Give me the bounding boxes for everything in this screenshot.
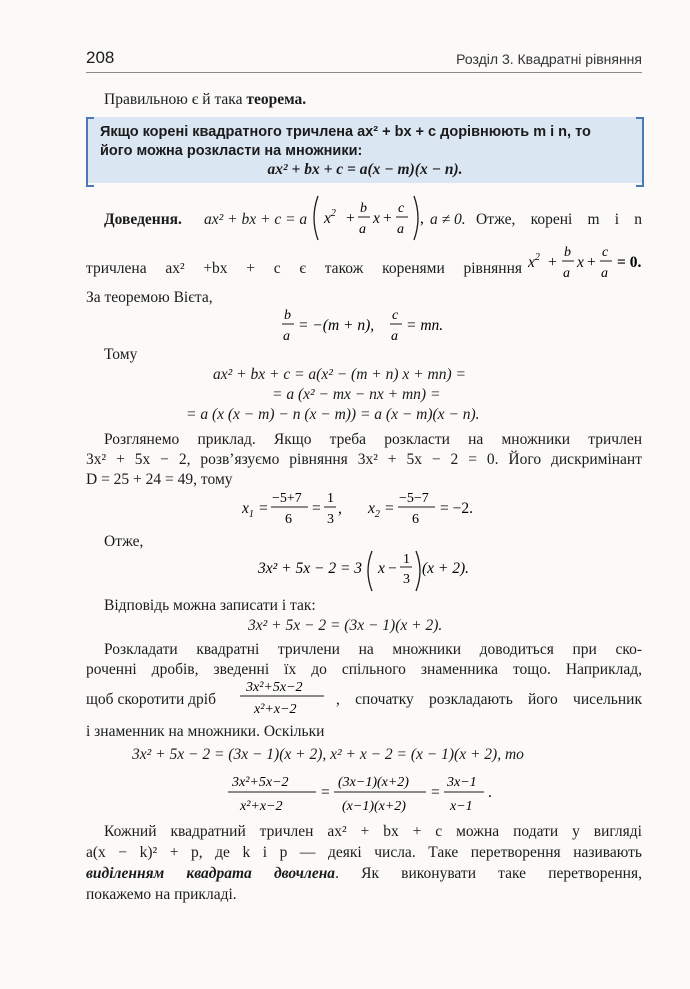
proof-lhs: ax² + bx + c = a	[204, 211, 308, 228]
svg-text:=: =	[321, 784, 330, 801]
chain-line-3: = a (x (x − m) − n (x − m)) = a (x − m)(x − n).	[186, 406, 480, 423]
term-bold-italic: виділенням квадрата двочлена	[86, 865, 336, 882]
svg-text:c: c	[398, 201, 405, 216]
svg-text:b: b	[360, 201, 367, 216]
svg-text:a: a	[359, 222, 366, 237]
tomu-label: Тому	[104, 346, 138, 363]
theorem-line-1: Якщо корені квадратного тричлена ax² + bx + c дорівнюють m і n, то	[100, 124, 591, 140]
proof-tail: Отже, корені m і n	[476, 211, 642, 228]
closing-line-1: Кожний квадратний тричлен ax² + bx + c можна подати у вигляді	[104, 823, 642, 840]
svg-text:1: 1	[403, 552, 410, 567]
big-frac-den-mid: (x−1)(x+2)	[342, 799, 406, 814]
svg-text:x: x	[373, 210, 380, 227]
svg-text:3: 3	[403, 572, 410, 587]
svg-text:+: +	[383, 210, 392, 227]
intro-line	[104, 90, 306, 109]
svg-text:=: =	[385, 500, 394, 517]
svg-text:x: x	[378, 560, 385, 577]
chain-line-1: ax² + bx + c = a(x² − (m + n) x + mn) =	[213, 366, 466, 383]
svg-text:x2: $x^2$	[324, 208, 336, 227]
proof-line-2: тричлена ax² +bx + c є також коренями рівняння	[86, 260, 522, 277]
theorem-line-2: його можна розкласти на множники:	[100, 143, 363, 159]
svg-text:b: b	[564, 245, 571, 260]
fractions-line-3a: щоб скоротити дріб	[86, 691, 216, 708]
fraction-denominator: x²+x−2	[254, 702, 297, 717]
proof-cond: a ≠ 0.	[430, 211, 466, 228]
closing-line-4: покажемо на прикладі.	[86, 886, 237, 903]
fractions-line-2: роченні дробів, зведенні їх до спільного знаменника тощо. Наприклад,	[86, 661, 642, 678]
page-number: 208	[86, 48, 115, 67]
svg-text:c: c	[602, 245, 609, 260]
svg-text:b: b	[284, 308, 291, 323]
svg-text:a: a	[391, 329, 398, 344]
proof-bracket-expr	[310, 192, 430, 244]
fractions-line-1: Розкладати квадратні тричлени на множники доводиться при ско-	[104, 641, 642, 658]
example-line-3: D = 25 + 24 = 49, тому	[86, 471, 233, 488]
x1-numerator: −5+7	[272, 491, 302, 506]
svg-text:+: +	[548, 254, 557, 271]
svg-text:x: x	[577, 254, 584, 271]
fractions-line-4: і знаменник на множники. Оскільки	[86, 723, 325, 740]
answer-formula: 3x² + 5x − 2 = (3x − 1)(x + 2).	[248, 617, 443, 634]
vieta-intro: За теоремою Вієта,	[86, 289, 213, 306]
big-frac-num-mid: (3x−1)(x+2)	[338, 775, 409, 790]
svg-text:a: a	[283, 329, 290, 344]
proof-line-1	[104, 210, 182, 229]
chain-line-2: = a (x² − mx − nx + mn) =	[272, 386, 441, 403]
factor-lhs: 3x² + 5x − 2 = 3	[258, 560, 363, 577]
fraction-inline	[236, 674, 332, 722]
svg-text:=: =	[431, 784, 440, 801]
otzhe-label: Отже,	[104, 533, 144, 550]
proof-equation	[528, 243, 648, 289]
svg-text:+: +	[346, 210, 355, 227]
svg-text:= 0.: = 0.	[617, 254, 642, 271]
closing-line-3-rest: . Як виконувати таке перетворення,	[335, 865, 642, 882]
svg-text:c: c	[392, 308, 399, 323]
big-frac-den-left: x²+x−2	[240, 799, 283, 814]
closing-line-2: a(x − k)² + p, де k і p — деякі числа. Таке перетворення називають	[86, 844, 642, 861]
svg-text:−: −	[388, 560, 397, 577]
svg-text:x2: $x^2$	[528, 252, 540, 271]
svg-text:+: +	[587, 254, 596, 271]
x1-denominator: 6	[285, 512, 292, 527]
example-line-1: Розглянемо приклад. Якщо треба розкласти на множники тричлен	[104, 431, 642, 448]
svg-text:,: ,	[338, 500, 342, 517]
svg-text:(x + 2).: (x + 2).	[422, 560, 470, 577]
vieta-part-2: = mn.	[406, 317, 444, 334]
svg-text:.: .	[488, 784, 492, 801]
svg-text:a: a	[397, 222, 404, 237]
theorem-word: теорема.	[246, 91, 307, 108]
fraction-numerator: 3x²+5x−2	[246, 680, 303, 695]
svg-text:,: ,	[420, 210, 424, 227]
x2-numerator: −5−7	[399, 491, 429, 506]
big-frac-den-right: x−1	[450, 799, 473, 814]
since-line: 3x² + 5x − 2 = (3x − 1)(x + 2), x² + x − 2 = (x − 1)(x + 2), то	[132, 746, 524, 763]
svg-text:x2: $x_2$	[368, 500, 380, 520]
fractions-line-3b: , спочатку розкладають його чисельник	[336, 691, 642, 708]
theorem-formula: ax² + bx + c = a(x − m)(x − n).	[267, 161, 463, 178]
roots-formula	[242, 486, 502, 532]
svg-text:a: a	[563, 266, 570, 281]
svg-text:a: a	[601, 266, 608, 281]
intro-text: Правильною є й така	[104, 91, 247, 108]
theorem-text	[100, 123, 628, 161]
theorem-box	[86, 117, 644, 183]
svg-text:=: =	[259, 500, 268, 517]
answer-intro: Відповідь можна записати і так:	[104, 597, 316, 614]
svg-text:=: =	[312, 500, 321, 517]
big-frac-num-left: 3x²+5x−2	[232, 775, 289, 790]
x2-denominator: 6	[412, 512, 419, 527]
factor-formula	[258, 545, 488, 593]
x1-value-den: 3	[327, 512, 334, 527]
proof-label: Доведення.	[104, 211, 182, 228]
svg-text:x1: $x_1$	[242, 500, 254, 520]
x1-value-num: 1	[327, 491, 334, 506]
x2-value: = −2.	[440, 500, 473, 517]
page-header	[86, 46, 642, 73]
vieta-formula	[282, 305, 462, 351]
big-fraction	[226, 768, 516, 818]
vieta-part-1: = −(m + n),	[298, 317, 375, 334]
closing-line-3	[86, 864, 642, 883]
example-line-2: 3x² + 5x − 2, розв’язуємо рівняння 3x² + 5x − 2 = 0. Його дискримінант	[86, 451, 642, 468]
big-frac-num-right: 3x−1	[447, 775, 477, 790]
section-title: Розділ 3. Квадратні рівняння	[456, 51, 642, 67]
